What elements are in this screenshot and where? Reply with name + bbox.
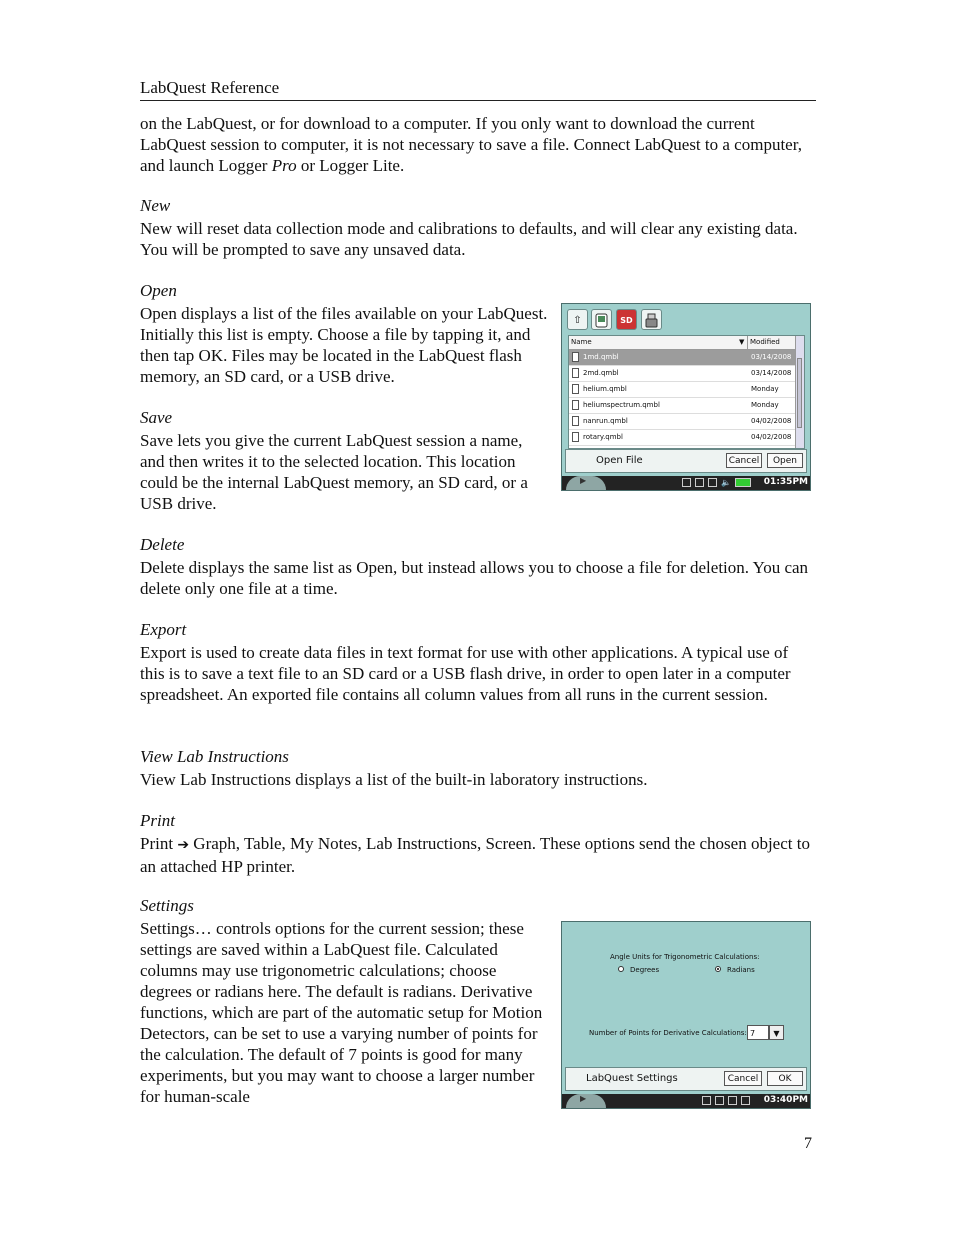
body-view-lab: View Lab Instructions displays a list of the built-in laboratory instructions. <box>140 770 648 789</box>
file-icon <box>572 384 579 394</box>
file-icon <box>572 416 579 426</box>
file-list-scrollbar[interactable] <box>795 336 804 448</box>
open-file-screenshot <box>561 303 811 491</box>
labquest-memory-icon[interactable] <box>591 309 612 330</box>
file-row[interactable] <box>569 382 798 398</box>
file-date: 03/14/2008 <box>751 353 792 361</box>
body-save: Save lets you give the current LabQuest session a name, and then writes it to the selected location. This location could be the internal LabQuest memory, an SD card, or a USB drive. <box>140 431 528 513</box>
keyboard-icon[interactable] <box>708 478 717 487</box>
start-arrow-icon: ▶ <box>580 476 587 485</box>
heading-settings: Settings <box>140 896 194 915</box>
file-icon <box>572 400 579 410</box>
file-row[interactable] <box>569 366 798 382</box>
dialog-title: LabQuest Settings <box>586 1073 678 1084</box>
angle-units-label: Angle Units for Trigonometric Calculations: <box>610 953 760 961</box>
derivative-points-input[interactable]: 7 <box>747 1025 769 1040</box>
open-button[interactable]: Open <box>767 453 803 468</box>
dialog-title: Open File <box>596 455 643 466</box>
home-icon[interactable] <box>682 478 691 487</box>
print-lead: Print <box>140 834 178 853</box>
file-date: Monday <box>751 401 779 409</box>
column-modified[interactable]: Modified <box>747 336 794 349</box>
print-rest: Graph, Table, My Notes, Lab Instructions, Screen. These options send the chosen object to an attached HP printer. <box>140 834 810 876</box>
intro-text: on the LabQuest, or for download to a computer. If you only want to download the current LabQuest session to computer, it is not necessary to save a file. Connect LabQuest to a computer, and launch Logger <box>140 114 802 175</box>
file-name: 2md.qmbl <box>583 369 619 377</box>
sd-card-icon[interactable]: SD <box>616 309 637 330</box>
heading-delete: Delete <box>140 535 185 554</box>
file-name: nanrun.qmbl <box>583 417 628 425</box>
body-export: Export is used to create data files in text format for use with other applications. A typical use of this is to save a text file to an SD card or a USB flash drive, in order to open later in a computer spreadsheet. An exported file contains all column values from all runs in the current session. <box>140 643 791 704</box>
start-arrow-icon: ▶ <box>580 1094 587 1103</box>
file-row[interactable] <box>569 414 798 430</box>
clock: 03:40PM <box>763 1095 808 1105</box>
file-row[interactable] <box>569 430 798 446</box>
file-name: 1md.qmbl <box>583 353 619 361</box>
file-name: helium.qmbl <box>583 385 627 393</box>
calculator-icon[interactable] <box>715 1096 724 1105</box>
taskbar <box>562 476 810 490</box>
sort-arrow-icon[interactable]: ▼ <box>739 338 745 346</box>
file-icon <box>572 368 579 378</box>
derivative-points-label: Number of Points for Derivative Calculations: <box>589 1029 747 1037</box>
ok-button[interactable]: OK <box>767 1071 803 1086</box>
start-button[interactable] <box>566 1094 606 1108</box>
file-date: 03/14/2008 <box>751 369 792 377</box>
cancel-button[interactable]: Cancel <box>724 1071 762 1086</box>
file-date: 04/02/2008 <box>751 417 792 425</box>
body-settings: Settings… controls options for the current session; these settings are saved within a LabQuest file. Calculated columns may use trigonometric calculations; choose degrees or radians here. The default is radians. Derivative functions, which are part of the automatic setup for Motion Detectors, can be set to use a varying number of points for the calculation. The default of 7 points is good for many experiments, but you may want to choose a larger number for human-scale <box>140 919 543 1106</box>
dialog-bar <box>565 449 807 473</box>
file-row[interactable] <box>569 398 798 414</box>
file-row[interactable] <box>569 350 798 366</box>
heading-print: Print <box>140 811 175 830</box>
intro-tail: or Logger Lite. <box>296 156 405 175</box>
file-icon <box>572 432 579 442</box>
taskbar <box>562 1094 810 1108</box>
cancel-button[interactable]: Cancel <box>726 453 762 468</box>
dialog-bar <box>565 1067 807 1091</box>
clock: 01:35PM <box>763 477 808 487</box>
body-open: Open displays a list of the files available on your LabQuest. Initially this list is empty. Choose a file by tapping it, and then tap OK. Files may be located in the LabQuest flash memory, an SD card, or a USB drive. <box>140 304 548 386</box>
settings-tray-icon[interactable] <box>741 1096 750 1105</box>
volume-icon[interactable]: 🔈 <box>721 478 731 487</box>
heading-new: New <box>140 196 171 215</box>
scrollbar-thumb[interactable] <box>797 358 802 428</box>
file-name: heliumspectrum.qmbl <box>583 401 660 409</box>
intro-pro: Pro <box>271 156 297 175</box>
file-list[interactable] <box>568 335 805 449</box>
file-name: rotary.qmbl <box>583 433 623 441</box>
file-date: Monday <box>751 385 779 393</box>
heading-view-lab: View Lab Instructions <box>140 747 289 766</box>
arrow-icon: ➔ <box>177 837 190 853</box>
dropdown-arrow-icon[interactable]: ▼ <box>769 1025 784 1040</box>
up-folder-icon[interactable]: ⇧ <box>567 309 588 330</box>
battery-icon <box>735 478 751 487</box>
body-print <box>140 833 816 877</box>
heading-save: Save <box>140 408 173 427</box>
degrees-label: Degrees <box>630 966 660 974</box>
intro-paragraph <box>140 113 816 176</box>
usb-drive-icon[interactable] <box>641 309 662 330</box>
home-icon[interactable] <box>702 1096 711 1105</box>
file-list-header <box>569 336 798 350</box>
radians-label: Radians <box>727 966 755 974</box>
keyboard-icon[interactable] <box>728 1096 737 1105</box>
radians-radio[interactable] <box>715 966 721 972</box>
degrees-radio[interactable] <box>618 966 624 972</box>
column-name[interactable]: Name <box>571 338 592 346</box>
start-button[interactable] <box>566 476 606 490</box>
calculator-icon[interactable] <box>695 478 704 487</box>
heading-export: Export <box>140 620 187 639</box>
body-new: New will reset data collection mode and calibrations to defaults, and will clear any existing data. You will be prompted to save any unsaved data. <box>140 219 798 259</box>
running-header: LabQuest Reference <box>140 78 280 97</box>
heading-open: Open <box>140 281 177 300</box>
body-delete: Delete displays the same list as Open, but instead allows you to choose a file for deletion. You can delete only one file at a time. <box>140 558 809 598</box>
page-number: 7 <box>804 1135 812 1152</box>
header-rule <box>140 100 816 101</box>
file-icon <box>572 352 579 362</box>
file-date: 04/02/2008 <box>751 433 792 441</box>
settings-screenshot <box>561 921 811 1109</box>
